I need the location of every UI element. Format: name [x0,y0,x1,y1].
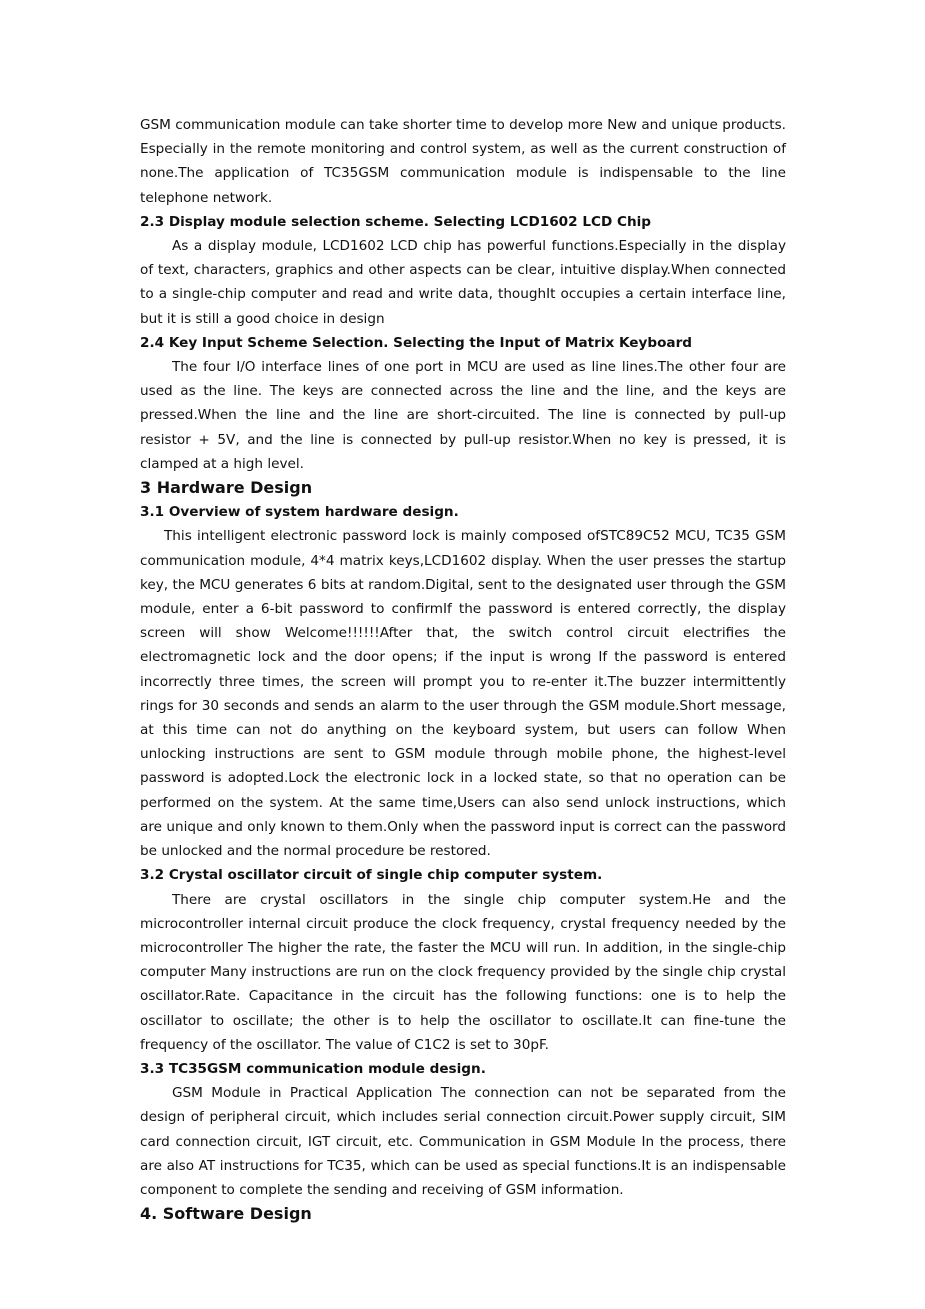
heading-2-3: 2.3 Display module selection scheme. Selecting LCD1602 LCD Chip [140,213,652,230]
heading-3-3: 3.3 TC35GSM communication module design. [140,1060,486,1077]
heading-3-1: 3.1 Overview of system hardware design. [140,504,459,521]
paragraph-2-4: The four I/O interface lines of one port in MCU are used as line lines.The other four are used as the line. The keys are connected across the line and the line, and the keys are pressed.When the line and the line are short-circuited. The line is connected by pull-up resistor + 5V, and the line is connected by pull-up resistor.When no key is pressed, it is clamped at a high level. [140,359,786,472]
heading-2-4: 2.4 Key Input Scheme Selection. Selecting the Input of Matrix Keyboard [140,334,693,351]
paragraph-intro: GSM communication module can take shorter time to develop more New and unique products. Especially in the remote monitoring and control system, as well as the current construction of none.The application of TC35GSM communication module is indispensable to the line telephone network. [140,117,786,206]
paragraph-3-3: GSM Module in Practical Application The connection can not be separated from the design of peripheral circuit, which includes serial connection circuit.Power supply circuit, SIM card connection circuit, IGT circuit, etc. Communication in GSM Module In the process, there are also AT instructions for TC35, which can be used as special functions.It is an indispensable component to complete the sending and receiving of GSM information. [140,1085,786,1198]
paragraph-3-2: There are crystal oscillators in the single chip computer system.He and the microcontroller internal circuit produce the clock frequency, crystal frequency needed by the microcontroller The higher the rate, the faster the MCU will run. In addition, in the single-chip computer Many instructions are run on the clock frequency provided by the single chip crystal oscillator.Rate. Capacitance in the circuit has the following functions: one is to help the oscillator to oscillate; the other is to help the oscillator to oscillate.It can fine-tune the frequency of the oscillator. The value of C1C2 is set to 30pF. [140,891,786,1053]
paragraph-2-3: As a display module, LCD1602 LCD chip has powerful functions.Especially in the display of text, characters, graphics and other aspects can be clear, intuitive display.When connected to a single-chip computer and read and write data, thoughIt occupies a certain interface line, but it is still a good choice in design [140,238,786,327]
heading-3: 3 Hardware Design [140,478,313,498]
heading-3-2: 3.2 Crystal oscillator circuit of single chip computer system. [140,867,603,884]
heading-4: 4. Software Design [140,1204,312,1224]
document-page [140,113,786,1226]
paragraph-3-1: This intelligent electronic password lock is mainly composed ofSTC89C52 MCU, TC35 GSM communication module, 4*4 matrix keys,LCD1602 display. When the user presses the startup key, the MCU generates 6 bits at random.Digital, sent to the designated user through the GSM module, enter a 6-bit password to confirmIf the password is entered correctly, the display screen will show Welcome!!!!!!After that, the switch control circuit electrifies the electromagnetic lock and the door opens; if the input is wrong If the password is entered incorrectly three times, the screen will prompt you to re-enter it.The buzzer intermittently rings for 30 seconds and sends an alarm to the user through the GSM module.Short message, at this time can not do anything on the keyboard system, but users can follow When unlocking instructions are sent to GSM module through mobile phone, the highest-level password is adopted.Lock the electronic lock in a locked state, so that no operation can be performed on the system. At the same time,Users can also send unlock instructions, which are unique and only known to them.Only when the password input is correct can the password be unlocked and the normal procedure be restored. [140,528,786,860]
